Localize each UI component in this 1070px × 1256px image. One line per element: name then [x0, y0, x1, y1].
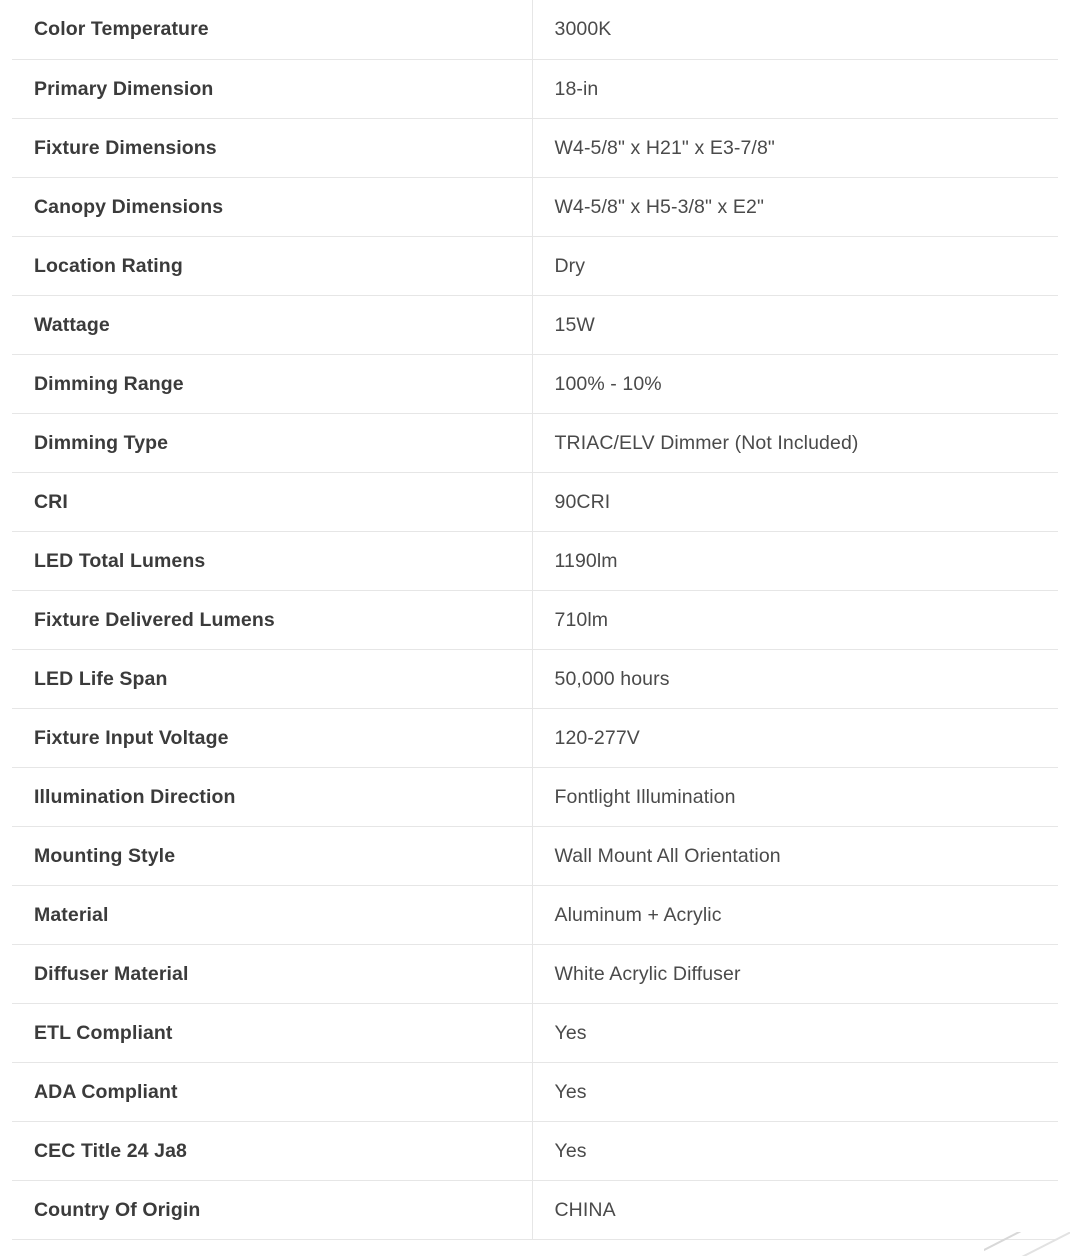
spec-value: Yes [532, 1121, 1058, 1180]
spec-value: Dry [532, 236, 1058, 295]
table-row [12, 944, 1058, 1003]
spec-label: Primary Dimension [12, 59, 532, 118]
table-row [12, 767, 1058, 826]
spec-label: Dimming Type [12, 413, 532, 472]
table-row [12, 472, 1058, 531]
spec-value: 710lm [532, 590, 1058, 649]
spec-value: White Acrylic Diffuser [532, 944, 1058, 1003]
table-row [12, 649, 1058, 708]
table-row [12, 1121, 1058, 1180]
spec-value: 120-277V [532, 708, 1058, 767]
spec-label: LED Life Span [12, 649, 532, 708]
specifications-table-body [12, 0, 1058, 1239]
spec-label: CEC Title 24 Ja8 [12, 1121, 532, 1180]
spec-value: 15W [532, 295, 1058, 354]
spec-label: Dimming Range [12, 354, 532, 413]
table-row [12, 354, 1058, 413]
table-row [12, 0, 1058, 59]
spec-value: W4-5/8" x H21" x E3-7/8" [532, 118, 1058, 177]
spec-value: Yes [532, 1003, 1058, 1062]
spec-value: Aluminum + Acrylic [532, 885, 1058, 944]
spec-label: Fixture Delivered Lumens [12, 590, 532, 649]
spec-label: Material [12, 885, 532, 944]
table-row [12, 708, 1058, 767]
spec-label: Color Temperature [12, 0, 532, 59]
table-row [12, 413, 1058, 472]
table-row [12, 236, 1058, 295]
spec-label: Diffuser Material [12, 944, 532, 1003]
table-row [12, 590, 1058, 649]
spec-label: CRI [12, 472, 532, 531]
table-row [12, 295, 1058, 354]
spec-label: Country Of Origin [12, 1180, 532, 1239]
spec-value: Yes [532, 1062, 1058, 1121]
table-row [12, 885, 1058, 944]
specifications-table [12, 0, 1058, 1240]
spec-label: Illumination Direction [12, 767, 532, 826]
spec-value: W4-5/8" x H5-3/8" x E2" [532, 177, 1058, 236]
table-row [12, 1003, 1058, 1062]
spec-label: Canopy Dimensions [12, 177, 532, 236]
spec-label: Fixture Input Voltage [12, 708, 532, 767]
spec-value: CHINA [532, 1180, 1058, 1239]
spec-value: Wall Mount All Orientation [532, 826, 1058, 885]
table-row [12, 177, 1058, 236]
spec-value: Fontlight Illumination [532, 767, 1058, 826]
table-row [12, 826, 1058, 885]
spec-value: 1190lm [532, 531, 1058, 590]
spec-label: Location Rating [12, 236, 532, 295]
spec-label: Mounting Style [12, 826, 532, 885]
spec-label: ETL Compliant [12, 1003, 532, 1062]
spec-value: 50,000 hours [532, 649, 1058, 708]
spec-value: 90CRI [532, 472, 1058, 531]
spec-label: Fixture Dimensions [12, 118, 532, 177]
spec-label: Wattage [12, 295, 532, 354]
table-row [12, 59, 1058, 118]
spec-value: TRIAC/ELV Dimmer (Not Included) [532, 413, 1058, 472]
table-row [12, 118, 1058, 177]
spec-label: ADA Compliant [12, 1062, 532, 1121]
spec-label: LED Total Lumens [12, 531, 532, 590]
spec-value: 3000K [532, 0, 1058, 59]
table-row [12, 1180, 1058, 1239]
spec-value: 18-in [532, 59, 1058, 118]
table-row [12, 1062, 1058, 1121]
spec-value: 100% - 10% [532, 354, 1058, 413]
table-row [12, 531, 1058, 590]
